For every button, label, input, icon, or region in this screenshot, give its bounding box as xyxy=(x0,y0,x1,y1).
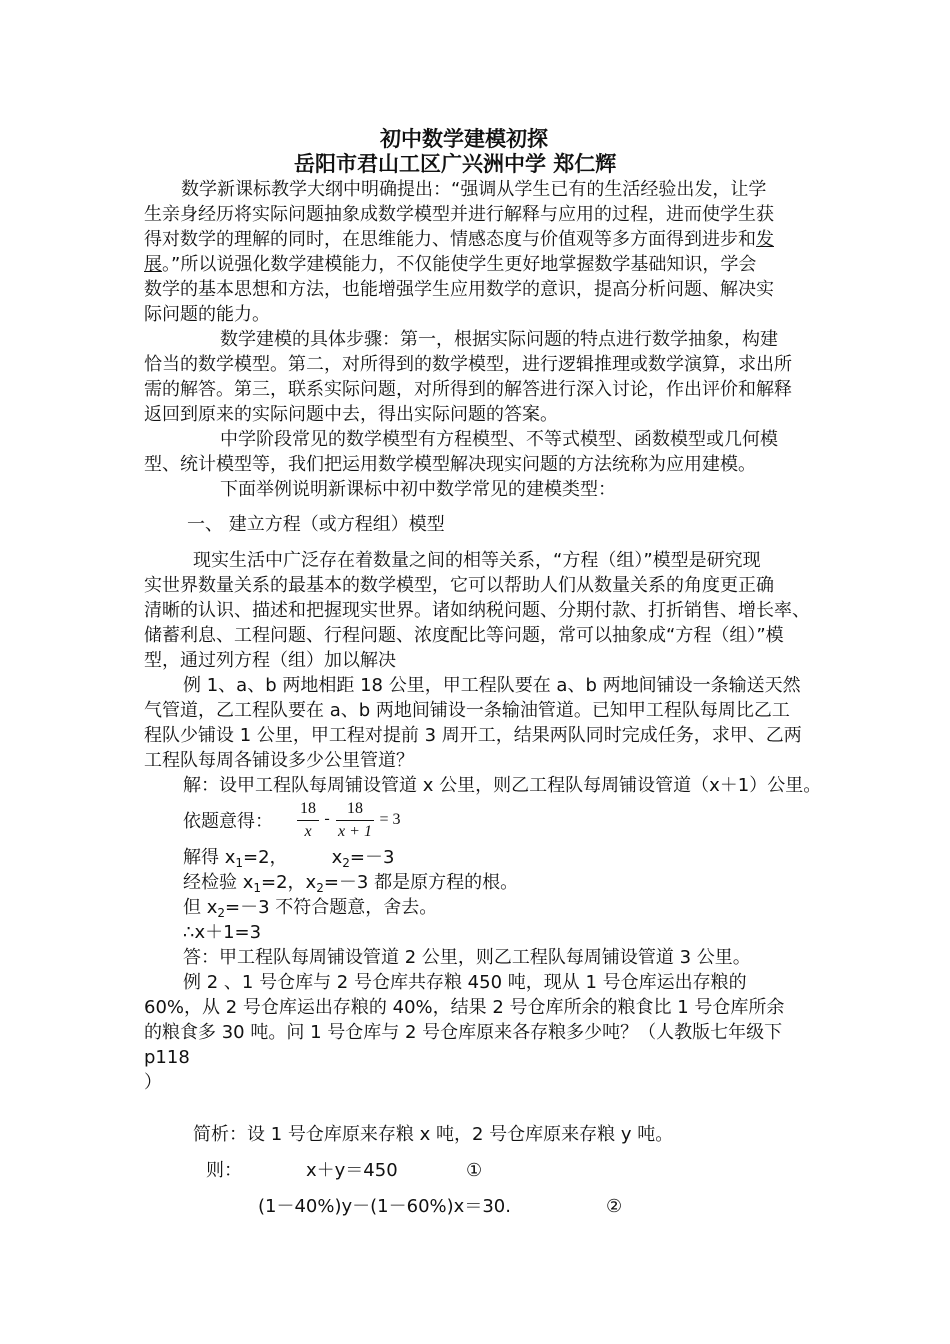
ex2-line-2: 60%，从 2 号仓库运出存粮的 40%，结果 2 号仓库所余的粮食比 1 号仓库所余 xyxy=(144,997,785,1018)
solve-line: 解得 $x_1=2$， $x_2=-3$ xyxy=(183,847,395,870)
p2-line-2: 恰当的数学模型。第二，对所得到的数学模型，进行逻辑推理或数学演算，求出所 xyxy=(144,354,792,375)
p3-line-2: 型、统计模型等，我们把运用数学模型解决现实问题的方法统称为应用建模。 xyxy=(144,454,756,475)
reject-line: 但 $x_2=-3$ 不符合题意，舍去。 xyxy=(183,897,438,920)
ex1-line-1: 例 1、a、b 两地相距 18 公里，甲工程队要在 a、b 两地间铺设一条输送天然 xyxy=(183,675,801,696)
equation-label: 依题意得： xyxy=(183,811,273,832)
then-label: 则： xyxy=(206,1160,242,1181)
fraction-1: 18 x xyxy=(297,800,319,841)
p5-line-5: 型，通过列方程（组）加以解决 xyxy=(144,650,396,671)
doc-author: 岳阳市君山工区广兴洲中学 郑仁辉 xyxy=(294,152,617,176)
ex2-line-1: 例 2 、1 号仓库与 2 号仓库共存粮 450 吨，现从 1 号仓库运出存粮的 xyxy=(183,972,747,993)
p1-line-4: 展。”所以说强化数学建模能力，不仅能使学生更好地掌握数学基础知识，学会 xyxy=(144,254,757,275)
p5-line-4: 储蓄利息、工程问题、行程问题、浓度配比等问题，常可以抽象成“方程（组）”模 xyxy=(144,625,784,646)
equation-1-marker: ① xyxy=(466,1160,483,1181)
analysis-line: 简析：设 1 号仓库原来存粮 x 吨，2 号仓库原来存粮 y 吨。 xyxy=(193,1124,674,1145)
equation-2-marker: ② xyxy=(606,1196,623,1217)
equation-1: x＋y＝450 xyxy=(306,1160,398,1181)
ex2-line-5: ） xyxy=(144,1072,162,1093)
equation-rhs: = 3 xyxy=(379,811,401,828)
doc-title: 初中数学建模初探 xyxy=(380,127,548,151)
therefore-line: ∴x＋1=3 xyxy=(183,922,262,943)
ex1-line-3: 程队少铺设 1 公里，甲工程对提前 3 周开工，结果两队同时完成任务，求甲、乙两 xyxy=(144,725,802,746)
p1-line-6: 际问题的能力。 xyxy=(144,304,270,325)
p2-line-1: 数学建模的具体步骤：第一，根据实际问题的特点进行数学抽象，构建 xyxy=(220,329,778,350)
p2-line-3: 需的解答。第三，联系实际问题，对所得到的解答进行深入讨论，作出评价和解释 xyxy=(144,379,792,400)
ex2-line-3: 的粮食多 30 吨。问 1 号仓库与 2 号仓库原来各存粮多少吨？（人教版七年级下 xyxy=(144,1022,783,1043)
p5-line-3: 清晰的认识、描述和把握现实世界。诸如纳税问题、分期付款、打折销售、增长率、 xyxy=(144,600,810,621)
fraction-2: 18 x + 1 xyxy=(336,800,374,841)
answer-line: 答：甲工程队每周铺设管道 2 公里，则乙工程队每周铺设管道 3 公里。 xyxy=(183,947,751,968)
ex1-line-4: 工程队每周各铺设多少公里管道？ xyxy=(144,750,414,771)
p1-line-1: 数学新课标教学大纲中明确提出：“强调从学生已有的生活经验出发，让学 xyxy=(181,179,767,200)
underlined-word: 发 xyxy=(756,229,774,250)
p3-line-1: 中学阶段常见的数学模型有方程模型、不等式模型、函数模型或几何模 xyxy=(220,429,778,450)
solution-line: 解：设甲工程队每周铺设管道 x 公里，则乙工程队每周铺设管道（x＋1）公里。 xyxy=(183,775,822,796)
p1-line-5: 数学的基本思想和方法，也能增强学生应用数学的意识，提高分析问题、解决实 xyxy=(144,279,774,300)
section-heading-1: 一、 建立方程（或方程组）模型 xyxy=(187,514,445,535)
ex1-line-2: 气管道，乙工程队要在 a、b 两地间铺设一条输油管道。已知甲工程队每周比乙工 xyxy=(144,700,790,721)
p1-line-3: 得对数学的理解的同时，在思维能力、情感态度与价值观等多方面得到进步和发 xyxy=(144,229,774,250)
p5-line-2: 实世界数量关系的最基本的数学模型，它可以帮助人们从数量关系的角度更正确 xyxy=(144,575,774,596)
equation-2: (1－40%)y－(1－60%)x＝30. xyxy=(258,1196,511,1217)
p4: 下面举例说明新课标中初中数学常见的建模类型： xyxy=(220,479,616,500)
p1-line-2: 生亲身经历将实际问题抽象成数学模型并进行解释与应用的过程，进而使学生获 xyxy=(144,204,774,225)
p5-line-1: 现实生活中广泛存在着数量之间的相等关系，“方程（组）”模型是研究现 xyxy=(193,550,761,571)
ex2-line-4: p118 xyxy=(144,1047,190,1068)
check-line: 经检验 $x_1=2$，$x_2=-3$ 都是原方程的根。 xyxy=(183,872,519,895)
p2-line-4: 返回到原来的实际问题中去，得出实际问题的答案。 xyxy=(144,404,558,425)
minus-sign: - xyxy=(324,810,330,827)
underlined-word: 展 xyxy=(144,254,162,275)
